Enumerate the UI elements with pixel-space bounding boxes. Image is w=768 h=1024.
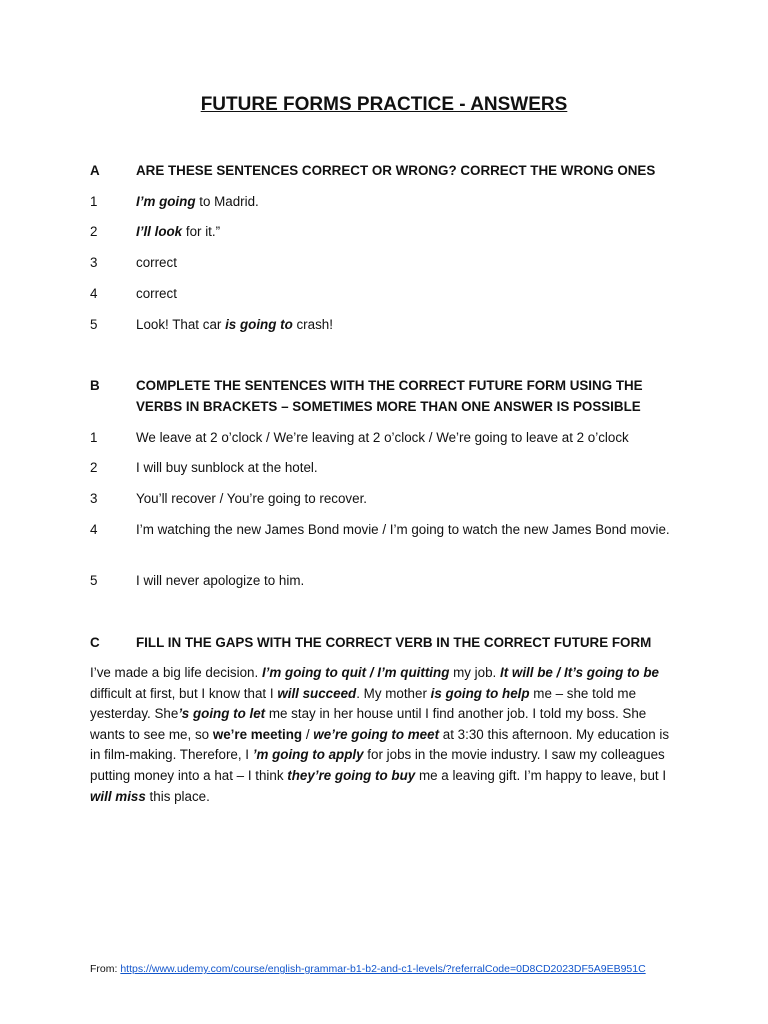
paragraph-text: / [302,726,314,742]
paragraph-text: me – she told me yesterday. She [90,685,637,722]
answer-bold: It will be / It’s going to be [500,665,659,680]
section-heading-text: ARE THESE SENTENCES CORRECT OR WRONG? CORRECT THE WRONG ONES [136,163,656,178]
list-item [90,489,680,510]
answer-bold: ’s going to let [178,706,266,722]
source-link[interactable]: https://www.udemy.com/course/english-grammar-b1-b2-and-c1-levels/?referralCode=0D8CD2023DF5A9EB951C [120,963,646,975]
item-number: 3 [90,255,98,270]
answer-bold: I’m going to quit / I’m quitting [261,665,450,680]
list-item [90,192,680,213]
paragraph-text: this place. [145,788,210,804]
answer-text: to Madrid. [195,194,259,209]
paragraph-text: at 3:30 this afternoon. My education is in film-making. Therefore, I [90,726,670,763]
answer-text: correct [136,286,177,301]
answer-text: I’m watching the new James Bond movie / I’m going to watch the new James Bond movie. [136,522,670,537]
list-item [90,520,680,541]
answer-text: Look! That car [136,317,226,332]
section-letter: C [90,635,100,650]
list-item [90,222,680,243]
list-item [90,253,680,274]
answer-text: You’ll recover / You’re going to recover. [136,491,368,506]
answer-bold: is going to help [430,685,530,701]
answer-bold: is going to [225,317,293,332]
item-number: 5 [90,317,98,332]
answer-bold: will succeed [277,685,357,701]
item-number: 2 [90,460,98,475]
list-item [90,315,680,336]
answer-text: I will never apologize to him. [136,573,305,588]
answer-bold: I’ll look [136,224,183,239]
list-item [90,458,680,479]
item-number: 3 [90,491,98,506]
answer-bold: we’re meeting [212,726,303,742]
section-c-heading [90,633,680,654]
section-letter: A [90,163,100,178]
answer-bold: ’m going to apply [252,747,364,763]
section-letter: B [90,378,100,393]
item-number: 1 [90,194,98,209]
item-number: 5 [90,573,98,588]
section-b-heading [90,376,680,417]
answer-text: correct [136,255,177,270]
item-number: 4 [90,522,98,537]
paragraph-text: me stay in her house until I find another job. I told my boss. She wants to see me, so [90,706,647,742]
answer-bold: I’m going [136,194,196,209]
paragraph-text: . My mother [356,685,431,701]
item-number: 2 [90,224,98,239]
answer-bold: we’re going to meet [313,726,440,742]
answer-bold: they’re going to buy [287,767,416,783]
paragraph-text: I’ve made a big life decision. [90,665,262,680]
section-heading-text: COMPLETE THE SENTENCES WITH THE CORRECT FUTURE FORM USING THE VERBS IN BRACKETS – SOMETIMES MORE THAN ONE ANSWER IS POSSIBLE [136,378,643,414]
answer-text: I will buy sunblock at the hotel. [136,460,318,475]
item-number: 4 [90,286,98,301]
source-footer [90,963,646,975]
list-item [90,284,680,305]
gap-fill-paragraph [90,663,680,807]
section-heading-text: FILL IN THE GAPS WITH THE CORRECT VERB IN THE CORRECT FUTURE FORM [136,635,652,650]
list-item [90,571,680,592]
paragraph-text: me a leaving gift. I’m happy to leave, but I [415,767,667,783]
footer-label: From: [90,963,121,975]
answer-text: for it.” [182,224,221,239]
page-title: FUTURE FORMS PRACTICE - ANSWERS [200,94,568,115]
section-a-heading [90,161,680,182]
answer-text: We leave at 2 o’clock / We’re leaving at 2 o’clock / We’re going to leave at 2 o’clock [136,430,629,445]
answer-bold: will miss [90,788,146,804]
answer-text: crash! [292,317,333,332]
paragraph-text: difficult at first, but I know that I [90,685,278,701]
item-number: 1 [90,430,98,445]
list-item [90,428,680,449]
paragraph-text: for jobs in the movie industry. I saw my colleagues putting money into a hat – I think [90,747,665,783]
paragraph-text: my job. [449,665,500,680]
